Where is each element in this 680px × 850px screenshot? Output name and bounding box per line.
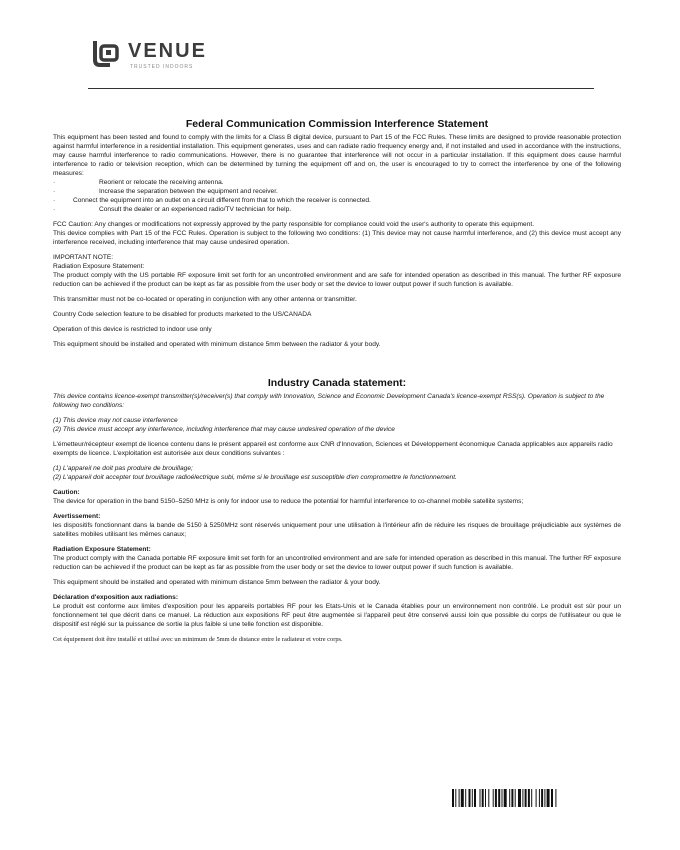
ic-section bbox=[53, 377, 621, 644]
ic-radiation-text: The product comply with the Canada portable RF exposure limit set forth for an uncontrolled environment and are safe for intended operation as described in this manual. The further RF exposure reduction can be achieved if the product can be kept as far as possible from the user body or set the device to lower output power if such function is available. bbox=[53, 555, 621, 571]
fcc-section bbox=[53, 118, 621, 349]
ic-condition-1: (1) This device may not cause interference bbox=[53, 417, 178, 424]
ic-declaration-text: Le produit est conforme aux limites d'exposition pour les appareils portables RF pour les Etats-Unis et le Canada établies pour un environnement non contrôlé. Le produit est sûr pour un fonctionnement tel que décrit dans ce manuel. La réduction aux expositions RF peut être augmentée si l'appareil peut être conservé aussi loin que possible du corps de l'utilisateur ou que le dispositif est réglé sur la puissance de sortie la plus faible si une telle fonction est disponible. bbox=[53, 603, 621, 628]
ic-title: Industry Canada statement: bbox=[267, 377, 407, 389]
fcc-distance: This equipment should be installed and operated with minimum distance 5mm between the radiator & your body. bbox=[53, 341, 381, 348]
ic-intro: This device contains licence-exempt transmitter(s)/receiver(s) that comply with Innovation, Science and Economic Development Canada's licence-exempt RSS(s). Operation is subject to the following two conditions: bbox=[53, 393, 605, 409]
ic-french-condition-1: (1) L'appareil ne doit pas produire de brouillage; bbox=[53, 465, 193, 472]
brand-name: VENUE bbox=[128, 40, 207, 62]
fcc-indoor: Operation of this device is restricted to indoor use only bbox=[53, 326, 212, 333]
important-note: IMPORTANT NOTE: bbox=[53, 254, 114, 261]
fcc-colocated: This transmitter must not be co-located or operating in conjunction with any other antenna or transmitter. bbox=[53, 296, 357, 303]
ic-radiation-heading: Radiation Exposure Statement: bbox=[53, 546, 151, 553]
fcc-caution: FCC Caution: Any changes or modifications not expressly approved by the party responsible for compliance could void the user's authority to operate this equipment. bbox=[53, 221, 535, 228]
fcc-country-code: Country Code selection feature to be disabled for products marketed to the US/CANADA bbox=[53, 311, 312, 318]
list-item: · Reorient or relocate the receiving antenna. bbox=[53, 179, 224, 186]
ic-french-distance: Cet équipement doit être installé et utilisé avec un minimum de 5mm de distance entre le radiateur et votre corps. bbox=[53, 636, 343, 643]
brand-tagline: TRUSTED INDOORS bbox=[130, 64, 194, 70]
venue-logo-icon bbox=[92, 38, 122, 68]
ic-distance: This equipment should be installed and operated with minimum distance 5mm between the radiator & your body. bbox=[53, 579, 381, 586]
venue-logo bbox=[92, 36, 252, 72]
ic-french-intro: L'émetteur/récepteur exempt de licence contenu dans le présent appareil est conforme aux CNR d'Innovation, Sciences et Développement économique Canada applicables aux appareils radio exempts de licence. L'exploitation est autorisée aux deux conditions suivantes : bbox=[53, 441, 613, 457]
fcc-radiation-heading: Radiation Exposure Statement: bbox=[53, 263, 145, 270]
fcc-title: Federal Communication Commission Interference Statement bbox=[185, 118, 489, 130]
ic-french-condition-2: (2) L'appareil doit accepter tout brouillage radioélectrique subi, même si le brouillage est susceptible d'en compromettre le fonctionnement. bbox=[53, 474, 457, 481]
barcode bbox=[452, 789, 594, 807]
ic-caution-heading: Caution: bbox=[53, 489, 80, 496]
fcc-intro: This equipment has been tested and found to comply with the limits for a Class B digital device, pursuant to Part 15 of the FCC Rules. These limits are designed to provide reasonable protection against harmful interference in a residential installation. This equipment generates, uses and can radiate radio frequency energy and, if not installed and used in accordance with the instructions, may cause harmful interference to radio communications. However, there is no guarantee that interference will not occur in a particular installation. If this equipment does cause harmful interference to radio or television reception, which can be determined by turning the equipment off and on, the user is encouraged to try to correct the interference by one of the following measures: bbox=[53, 134, 621, 177]
list-item: · Connect the equipment into an outlet on a circuit different from that to which the receiver is connected. bbox=[53, 197, 371, 204]
ic-avertissement-heading: Avertissement: bbox=[53, 513, 101, 520]
ic-caution-text: The device for operation in the band 5150–5250 MHz is only for indoor use to reduce the potential for harmful interference to co-channel mobile satellite systems; bbox=[53, 498, 524, 505]
fcc-measures-list bbox=[53, 178, 621, 214]
ic-avertissement-text: les dispositifs fonctionnant dans la bande de 5150 à 5250MHz sont réservés uniquement pour une utilisation à l'intérieur afin de réduire les risques de brouillage préjudiciable aux systèmes de satellites mobiles utilisant les mêmes canaux; bbox=[53, 522, 621, 538]
fcc-complies: This device complies with Part 15 of the FCC Rules. Operation is subject to the following two conditions: (1) This device may not cause harmful interference, and (2) this device must accept any interference received, including interference that may cause undesired operation. bbox=[53, 230, 621, 246]
document-body bbox=[53, 118, 621, 644]
ic-declaration-heading: Déclaration d'exposition aux radiations: bbox=[53, 594, 179, 601]
list-item: · Consult the dealer or an experienced radio/TV technician for help. bbox=[53, 206, 292, 213]
list-item: · Increase the separation between the equipment and receiver. bbox=[53, 188, 278, 195]
header-divider bbox=[88, 88, 594, 89]
fcc-radiation-text: The product comply with the US portable RF exposure limit set forth for an uncontrolled environment and are safe for intended operation as described in this manual. The further RF exposure reduction can be achieved if the product can be kept as far as possible from the user body or set the device to lower output power if such function is available. bbox=[53, 272, 621, 288]
ic-condition-2: (2) This device must accept any interference, including interference that may cause undesired operation of the device bbox=[53, 426, 395, 433]
